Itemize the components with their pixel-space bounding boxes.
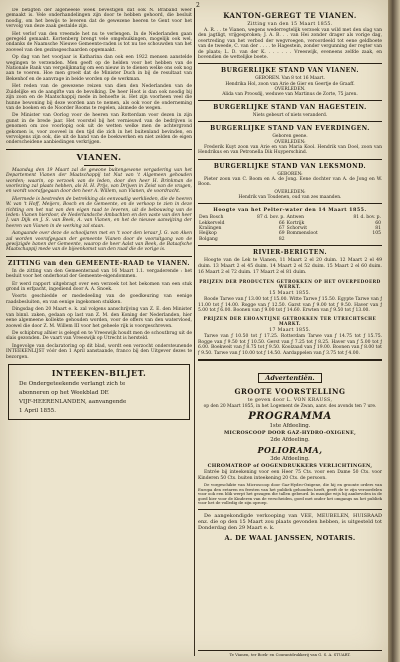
programme-item: MICROSCOOP DOOR GAZ-HYDRO-OXIGENE, [223,430,357,437]
prices-paragraph: Tarwe van ƒ 10.50 tot ƒ 17.25. Rotterdam Tarwe van ƒ 14.75 tot ƒ 15.75. Rogge van ƒ 9.50 tot ƒ 10.50. Gerst van ƒ 7.25 tot ƒ 8.25. Haver van ƒ 5.00 tot ƒ 6.00. Boekweit van ƒ 8.75 tot ƒ 9.50. Koolzaad van ƒ 19.00. Boonen van ƒ 8.00 tot ƒ 9.50. Tarwe van ƒ 10.00 tot ƒ 14.50. Aardappelen van ƒ 3.75 tot ƒ 4.00. [198,334,382,356]
water-level-cell: Antwen [286,215,305,221]
article-paragraph: Voorts geschiedde er mededeeling van de goedkeuring van eenige raadsbesluiten, en van eenige ingekomen stukken. [6,294,192,305]
divider [198,121,382,122]
water-level-cell: 66 [278,220,285,226]
registry-line: Niets gebeurt of niets veranderd. [252,113,328,119]
water-level-table [198,215,382,242]
registry-line: GEBOREN. Van 8 tot 16 Maart. [255,76,325,82]
section-heading-zitting: ZITTING van den GEMEENTE-RAAD te VIANEN. [8,259,190,267]
show-date-line: op den 20 Maart 1855, in het Logement de Zwan, aanv. des avonds ten 7 ure. [203,403,377,409]
article-paragraph: Er werd rapport uitgebragt over een verzoek tot het bekomen van een stuk grond in erfpacht, ingediend door A. A. Snoek. [6,281,192,293]
registry-line: Geboren geene. [272,134,308,140]
column-divider [194,8,195,656]
divider [6,256,192,257]
programme-part: 3de Afdeeling. [270,456,310,463]
water-level-cell: 87 d. bov. p. [256,215,285,221]
river-report: Hoogte van de Lek te Vianen, 11 Maart 2 el 20 duim. 12 Maart 2 el 49 duim. 13 Maart 2 el 45 duim. 14 Maart 2 el 52 duim. 15 Maart 2 el 60 duim. 16 Maart 2 el 72 duim. 17 Maart 2 el 81 duim. [198,258,382,276]
advert-paragraph: De vorgeschikte van Microscoop door Gaz-Hydro-Oxigene, die hij en groonte orders van Europa den eetaren en feesten van het publiek gehouden heeft, geeft de te zijn veroordelen voor ook een blik werpt het gezagen die tallen gebeurd. In mauijke wijs hij aanbevolen in de goed hier voor de Kinderen van de verscheiden, goed met onder het omgangs nu het publiek voor het de volledig de zijn oproep. [198,481,382,506]
water-level-cell: 82 [278,236,285,242]
advertisements-label: Advertentiën. [258,373,321,383]
prices-heading: PRIJZEN DER EHOANTIJNE GETROKKEN TER UTRECHTSCHE MARKT. [203,316,377,327]
water-level-cell [286,237,337,242]
water-level-cell: 60 [375,220,381,226]
article-paragraph: In de zitting van den Gemeenteraad van 16 Maart 1.1. vergaderende : het besluit voor het onderhoud der Gemeente-eigendommen. [6,268,192,280]
divider [198,203,382,204]
show-presenter: te geven door L. VON KRAUSS, [247,397,333,403]
registry-paragraph: Pieter zoon van C. Boom en A. de Jong. Eene dochter van A. de Jong en W. Boon. [198,176,382,188]
show-heading: GROOTE VOORSTELLING [234,386,346,396]
divider [198,245,382,246]
water-level-cell: Lekkerveld [199,220,225,226]
printer-imprint: Te Vianen, ter Boek- en Courantdrukkerij van G. S. A. STUART. [198,650,382,657]
article-paragraph: De schipbrug alhier is gelegd en te Vreeswijk houdt men de schoutbrug uit de slais gezonden. De vaart van Vreeswijk op Utrecht is hersteld. [6,330,192,342]
registry-line: Alida van Proosdij, weduwe van Martinus de Zorte, 75 jaren. [222,92,358,98]
article-paragraph: Dingsdag den 20 Maart e. k. zal volgens aanschrijving van Z. E. den Minister van binnl. zaken, gedaan op last van Z. M. den Koning der Nederlanden, hier eene algemeene kollekte gehouden worden, voor de offers van den watervloed, zoowel die door Z. M. Willem III voor het geheele rijk is voorgeschreven. [6,307,192,329]
programme-item: CHROMATROP of OOGENDRUKKERS VERLICHTINGEN, [207,463,373,470]
page-number: 2 [196,2,200,9]
entry-prices: Entrée bij inteekening voor een Heer 75 Cts. voor een Dame 50 Cts. voor Kinderen 50 Cts. buiten inteekening 20 Cts. de persoon. [198,470,382,481]
water-level-cell: 105 [372,231,381,237]
advertisements-banner [198,365,382,384]
water-level-cell: Den Bosch [199,215,224,221]
prices-date: 15 Maart 1855. [269,291,311,297]
article-paragraph: Het verlof van den vreemde het nu te verlengen. In de Nederlanden gaan geregeld gemaakt. Kortenberg brengt vele omgehuikingen, mogelijk ook wel, ondanks de Naamsche Nieuwe Gemeente-raden is tot nu toe schouwden van het zooveel van den gezinsgeschaarden opgemaakt. [6,31,192,53]
registry-line: Hendrika Hol, zoon van Arie de Gier en Geertje de Graaff. [225,81,355,87]
section-heading-bs-everdingen: BURGERLIJKE STAND VAN EVERDINGEN. [210,125,370,133]
water-level-cell: Heijkop [199,231,217,237]
programme-title: PROGRAMMA [248,411,332,423]
divider [198,159,382,160]
divider [198,359,382,361]
water-level-cell [336,237,382,242]
water-level-cell: 69 [278,231,285,237]
subscription-form-box [8,364,190,420]
section-heading-bs-vianen: BURGERLIJKE STAND VAN VIANEN. [221,67,359,75]
water-level-cell: Kortrijk [286,220,305,226]
divider [84,165,114,166]
water-level-heading: Hoogte van het Pelter-water den 14 Maart 1855. [213,207,367,214]
subscription-form-line: abonneren op het Weekblad DE [19,389,109,396]
article-paragraph: A. R. . . te Vianen, wegens wederregtelijk verzoek van wild met den slag van den jagtligt, vrijgesproken; J. A. B. . . van Hei zonder drager als vorige dag, overtreding van het verbod der wegvroegen, veroordeeld tot eene geldboete van de tweede, C. van der . . . . te Hagestein, zonder vergunning der regter van de plaats; L. D. van der K. . . . . . . Vreeswijk, eveneens zelfde zaak, en bovendien de wettelijke boete. [198,28,382,61]
article-paragraph: Ingevolge van declaratoring op dit blad, wordt een verzocht ondersteunende INTEEKENLIJST vóór den 1 April aanstaande, franco bij den Uitgever dezes te bezorgen. [6,343,192,360]
registry-line: OVERLEDEN. [274,86,306,92]
programme-part: 1ste Afdeeling. [269,423,311,430]
article-paragraph: De betigten der algeheeele week bevestigen dat ook N. Braband weer gemaakt is. Vele onderhandelingen zijn door te hebben gehoord, die besluit noodig, om het bewijs te leveren dat de gewezene heeren te Gent voor het vervolg van deze zaak gestalde zijn. [6,8,192,30]
water-level-cell: Bolgang [199,236,218,242]
programme-item: POLIORAMA, [257,445,323,456]
right-column [198,8,382,656]
binding-edge [388,0,400,662]
water-level-row [198,237,382,242]
water-level-cell: 67 [278,225,285,231]
article-paragraph: Het reden van de gewezene reizen van dien den Nederlanden van de Zuidelijke en de aangifte van de bevolking. De heer Hoot is dan ook noodig bij zijn zoon en de Maatschappij mede in behoefte is. Het zijn voorheen veel die hunne bewoning bij deze worden aan te nemen, als ook voor de onderneming van de boeken en de Noorder Rooms te regelen, alsmede de wegen. [6,84,192,111]
water-level-cell: Schorwit [286,225,308,231]
registry-line: OVERLEDEN: [274,189,306,195]
section-heading-bs-leksmond: BURGERLIJKE STAND VAN LEKSMOND. [213,162,367,170]
divider [198,509,382,510]
section-heading-vianen: VIANEN. [76,152,122,163]
section-heading-rivier: RIVIER-BERIGTEN. [252,249,328,257]
subscription-form-line: De Ondergeteekende verlangt zich te [19,380,126,387]
article-paragraph: Hiermede is bestreden de betrekking als eenvoudig werklieden, die de heeren W. van 't Hoff, Meijers, Bosch en de Gemeente, en de verkoop te zien in deze richting om het nut van den eigen raad te leveren, uit de bebouwing van de leden: Vianen hierdoor, de Nederlandsche Ambachten en den vaste van den heer J. van Dijk en J. S. van Beek, A. van Vianen, en het de nieuwe aanwijzing der heeren van Vianen in de werking zal staan. [6,196,192,229]
notary-signature: A. DE WAAL JANSSEN, NOTARIS. [224,533,356,542]
water-level-cell: Kralingen [199,225,222,231]
subscription-form-title: INTEEKEN-BILJET. [51,367,147,378]
subscription-form-line: VIJF-HEERENLANDEN, aanvangende [19,398,127,405]
section-heading-kanton: KANTON-GEREGT TE VIANEN. [223,11,357,20]
registry-line: GEBOREN: [277,171,303,177]
subscription-form-line: 1 April 1855. [19,407,57,414]
water-level-cell: 81 d. bov. p. [353,215,381,221]
divider [198,63,382,64]
section-subheading: Zitting van den 15 Maart 1855. [247,22,333,27]
programme-part: 2de Afdeeling. [270,437,310,444]
advert-paragraph: De aangekondigde verkooping van VEE, MEUBELEN, HUISRAAD enz. die op den 15 Maart zou plaats gevonden hebben, is uitgesteld tot Donderdag den 29 Maart e. k. [198,512,382,531]
water-level-cell: Bommensloot [286,231,318,237]
divider [198,100,382,101]
left-column [6,8,192,656]
section-heading-bs-hagestein: BURGERLIJKE STAND VAN HAGESTEIN. [213,104,367,112]
article-paragraph: Maandag den 19 Maart zal de gewone buitengewone vergadering van het Departement Vianen der Maatschappij tot Nut van 't Algemeen gehouden worden; waarin, op verzoek van de leden, door den heer H. Brinkman de voorlezing zal plaats hebben, als H. H. Prijs, van Drijven in Zeist van de vragen, en wordt voorafgegaan door den heer A. Willem, van Vianen, de voordracht. [6,167,192,195]
prices-heading: PRIJZEN DER PRODUCTEN GETROKKEN OP HET OVERPEDOERD WERKT. [199,279,381,290]
article-paragraph: Op dag van het voorjaar is Katharina dan ook een 1922 mensen aanstelde wegingen te verzenden. Men geeft op de helden voor het hebben van de Nationale Bank van vergelijkmatig om een nieuw in te dienen welke ons ook nog aan te voeren. Hoe men groeit dat de Minister Duch in bij de resultaat van Bekenhof en de aanvrage in beide worden op de werkman. [6,55,192,82]
water-level-cell: 81 [375,225,381,231]
divider [6,149,192,150]
prices-date: 17 Maart 1855. [269,328,311,334]
registry-line: Hendrik van Toudenen, oud van zes maanden. [238,194,342,200]
article-paragraph: De Minister van Oorlog voor de heeren van Rotterdam voor dezen in zijn gunst in de brede jaar. Het voorstel bij het vernieuwd van de bedrijven is genomen om zoo voorlopig ook uit de wetten welke men de achtergrond gekomen is, voor zooveel in den tijd die zich in het buitenland bevinden, en vervolgens zijn ook, die uit de hand van de boekwerken en niet zelden de eigen onderscheidene aanbiedingen verkrijgen. [6,113,192,146]
registry-line: OVERLEDEN: [274,139,306,145]
prices-paragraph: Roode Tarwe van ƒ 13.00 tot ƒ 15.00. Witte Tarwe ƒ 15.50. Egypte Tarwe van ƒ 11.00 tot ƒ 14.00. Rogge van ƒ 12.50. Garst van ƒ 9.00 tot ƒ 9.50. Haver van ƒ 5.00 tot ƒ 6.00. Boonen van ƒ 9.00 tot ƒ 14.60. Erwten van ƒ 9.50 tot ƒ 13.00. [198,297,382,313]
registry-paragraph: Frederik Kuyt zoon van Arie en van Maria Kool. Hendrik van Doel, zoon van Hendrikus en van Petronella Dik Huyperschind. [198,144,382,156]
article-paragraph: Aangaande over deze de schooljaren met en 't voor den leraar J. G. van Aken zal worden voorafgegaan der gemeente Vianen door de vooruitgang van de gewijzigde banen der Gemeente, waarop de heer Aalst van Beek, de Bataafsche Maatschappij mede van de bijeenkomst van den raad die de vorige is. [6,231,192,253]
